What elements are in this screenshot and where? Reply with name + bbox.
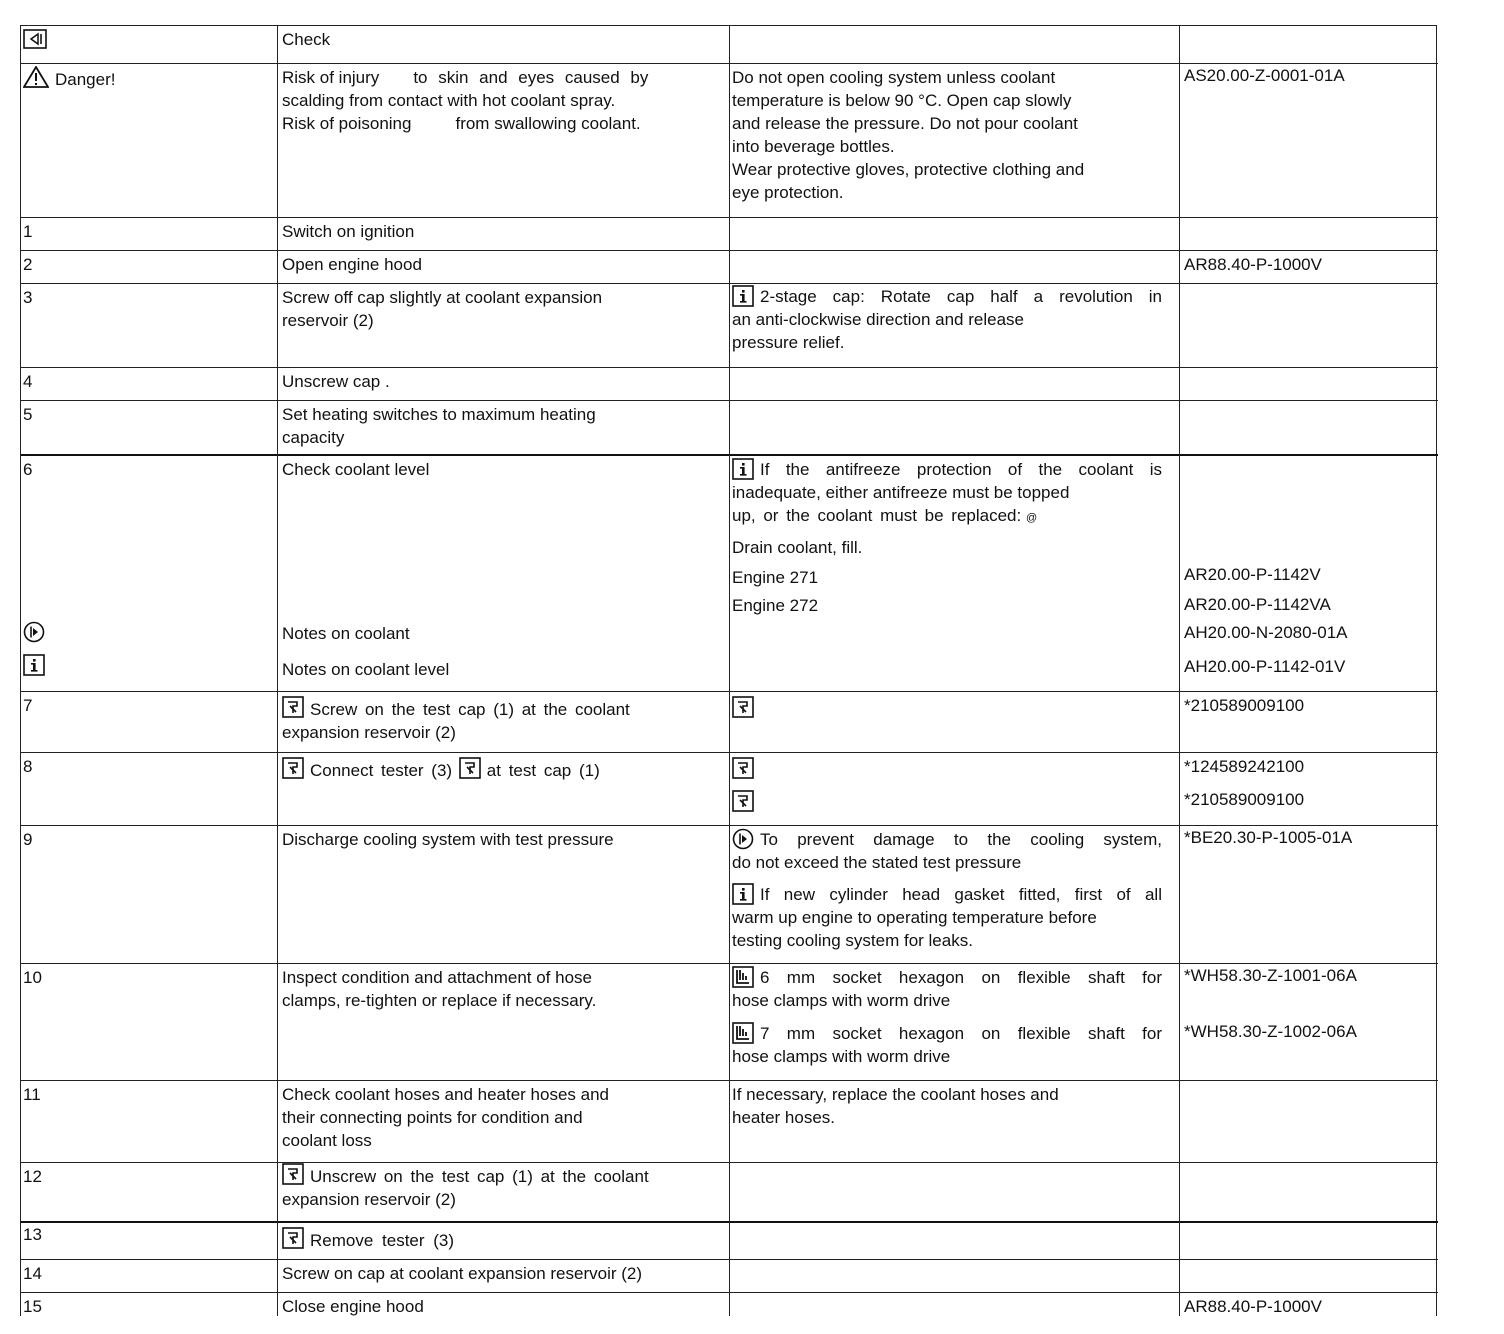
note-line: Wear protective gloves, protective clothing and — [732, 160, 1085, 179]
danger-label-group — [23, 66, 115, 91]
action-line: coolant loss — [282, 1131, 372, 1150]
action-text: at test cap (1) — [486, 761, 600, 780]
step-number: 15 — [23, 1297, 42, 1316]
info-icon[interactable] — [732, 458, 754, 481]
note-line: and release the pressure. Do not pour coolant — [732, 114, 1078, 133]
step-note — [732, 285, 1162, 354]
danger-risk — [282, 66, 648, 135]
risk-text: from swallowing coolant. — [455, 114, 641, 133]
link-icon[interactable]: @ — [1025, 512, 1038, 524]
engine-label: Engine 272 — [732, 596, 819, 615]
action-text: Remove tester (3) — [310, 1231, 455, 1250]
danger-label: Danger! — [55, 70, 116, 89]
step-action — [282, 1163, 649, 1211]
step-action: Check coolant level — [282, 460, 430, 479]
step-number: 4 — [23, 372, 33, 391]
step-action: Discharge cooling system with test pressure — [282, 830, 614, 849]
note-line: Do not open cooling system unless coolant — [732, 68, 1056, 87]
warning-icon — [23, 66, 49, 88]
note-line: hose clamps with worm drive — [732, 1047, 951, 1066]
step-number: 11 — [23, 1085, 41, 1104]
workshop-tool-icon[interactable] — [732, 1022, 754, 1045]
special-tool-icon[interactable] — [732, 757, 754, 785]
note-line: warm up engine to operating temperature before — [732, 908, 1097, 927]
step-number: 14 — [23, 1264, 42, 1283]
action-line: clamps, re-tighten or replace if necessary. — [282, 991, 597, 1010]
action-line: capacity — [282, 428, 345, 447]
special-tool-icon[interactable] — [282, 757, 304, 779]
step-number: 10 — [23, 968, 42, 987]
danger-notes — [732, 66, 1084, 204]
action-line: Unscrew on the test cap (1) at the coolant — [310, 1167, 649, 1186]
notes-coolant-link[interactable]: Notes on coolant — [282, 624, 410, 643]
tool-number-link[interactable]: *210589009100 — [1184, 790, 1305, 809]
info-icon[interactable] — [23, 654, 45, 682]
special-tool-icon[interactable] — [459, 757, 481, 779]
note-line: do not exceed the stated test pressure — [732, 853, 1022, 872]
step-action: Screw on cap at coolant expansion reservoir (2) — [282, 1264, 643, 1283]
note-line: If new cylinder head gasket fitted, first of all — [760, 885, 1162, 904]
note-line: heater hoses. — [732, 1108, 836, 1127]
tool-number-link[interactable]: *WH58.30-Z-1002-06A — [1184, 1022, 1357, 1041]
step-action — [282, 757, 600, 782]
step-action — [282, 403, 596, 449]
step-number: 8 — [23, 757, 33, 776]
note-line: inadequate, either antifreeze must be topped — [732, 483, 1070, 502]
note-line: To prevent damage to the cooling system, — [760, 830, 1162, 849]
note-line: hose clamps with worm drive — [732, 991, 951, 1010]
ref-link[interactable]: *BE20.30-P-1005-01A — [1184, 828, 1353, 847]
risk-text: Risk of injury — [282, 68, 380, 87]
ref-link[interactable]: AR88.40-P-1000V — [1184, 255, 1322, 274]
step-note — [732, 1083, 1059, 1129]
step-number: 7 — [23, 696, 33, 715]
special-tool-icon[interactable] — [282, 1163, 304, 1185]
drain-link[interactable]: Drain coolant, fill. — [732, 538, 863, 557]
step-action: Close engine hood — [282, 1297, 424, 1316]
special-tool-icon[interactable] — [732, 696, 754, 724]
tool-note — [732, 1022, 1162, 1068]
ref-link[interactable]: AR20.00-P-1142V — [1184, 565, 1321, 584]
step-action: Switch on ignition — [282, 222, 415, 241]
action-line: Screw on the test cap (1) at the coolant — [310, 700, 630, 719]
workshop-tool-icon[interactable] — [732, 966, 754, 989]
notes-arrow-icon[interactable] — [23, 621, 45, 649]
note-line: up, or the coolant must be replaced: — [732, 506, 1022, 525]
engine-label: Engine 271 — [732, 568, 819, 587]
notes-level-link[interactable]: Notes on coolant level — [282, 660, 450, 679]
ref-link[interactable]: AH20.00-N-2080-01A — [1184, 623, 1348, 642]
note-line: into beverage bottles. — [732, 137, 895, 156]
step-number: 12 — [23, 1167, 42, 1186]
tool-note — [732, 966, 1162, 1012]
column-divider — [1179, 26, 1180, 1316]
action-line: Set heating switches to maximum heating — [282, 405, 596, 424]
risk-text: Risk of poisoning — [282, 114, 412, 133]
note-line: 2-stage cap: Rotate cap half a revolution in — [760, 287, 1162, 306]
action-line: Inspect condition and attachment of hose — [282, 968, 592, 987]
step-number: 9 — [23, 830, 33, 849]
danger-ref-link[interactable]: AS20.00-Z-0001-01A — [1184, 66, 1345, 85]
action-line: their connecting points for condition and — [282, 1108, 583, 1127]
action-line: reservoir (2) — [282, 311, 374, 330]
note-line: temperature is below 90 °C. Open cap slowly — [732, 91, 1072, 110]
step-action — [282, 1227, 454, 1252]
special-tool-icon[interactable] — [732, 790, 754, 818]
step-action — [282, 696, 630, 744]
step-action — [282, 1083, 609, 1152]
step-number: 3 — [23, 288, 33, 307]
action-line: Screw off cap slightly at coolant expansion — [282, 288, 603, 307]
action-line: expansion reservoir (2) — [282, 723, 456, 742]
step-number: 2 — [23, 255, 33, 274]
action-text: Connect tester (3) — [310, 761, 453, 780]
step-note — [732, 883, 1162, 952]
ref-link[interactable]: AH20.00-P-1142-01V — [1184, 657, 1346, 676]
special-tool-icon[interactable] — [282, 696, 304, 718]
note-line: an anti-clockwise direction and release — [732, 310, 1024, 329]
column-divider — [277, 26, 278, 1316]
step-number: 13 — [23, 1225, 42, 1244]
risk-text: scalding from contact with hot coolant spray. — [282, 91, 616, 110]
step-note — [732, 828, 1162, 874]
risk-text: to skin and eyes caused by — [413, 68, 649, 87]
tool-number-link[interactable]: *124589242100 — [1184, 757, 1305, 776]
special-tool-icon[interactable] — [282, 1227, 304, 1249]
info-icon[interactable] — [732, 883, 754, 906]
note-line: 6 mm socket hexagon on flexible shaft for — [760, 968, 1162, 987]
note-line: testing cooling system for leaks. — [732, 931, 973, 950]
back-icon[interactable] — [23, 29, 47, 55]
ref-link[interactable]: AR88.40-P-1000V — [1184, 1297, 1322, 1316]
column-divider — [729, 26, 730, 1316]
notice-arrow-icon[interactable] — [732, 828, 754, 851]
note-line: eye protection. — [732, 183, 844, 202]
note-line: 7 mm socket hexagon on flexible shaft for — [760, 1024, 1162, 1043]
procedure-table — [20, 25, 1437, 1316]
tool-number-link[interactable]: *210589009100 — [1184, 696, 1305, 715]
ref-link[interactable]: AR20.00-P-1142VA — [1184, 595, 1331, 614]
step-action: Unscrew cap . — [282, 372, 390, 391]
action-line: expansion reservoir (2) — [282, 1190, 456, 1209]
step-number: 6 — [23, 460, 33, 479]
step-number: 5 — [23, 405, 33, 424]
info-icon[interactable] — [732, 285, 754, 308]
note-line: If necessary, replace the coolant hoses and — [732, 1085, 1059, 1104]
step-number: 1 — [23, 222, 33, 241]
step-action — [282, 286, 602, 332]
tool-number-link[interactable]: *WH58.30-Z-1001-06A — [1184, 966, 1357, 985]
step-action: Open engine hood — [282, 255, 422, 274]
header-action: Check — [282, 30, 331, 49]
step-note — [732, 458, 1162, 530]
note-line: If the antifreeze protection of the coolant is — [760, 460, 1162, 479]
step-action — [282, 966, 596, 1012]
action-line: Check coolant hoses and heater hoses and — [282, 1085, 610, 1104]
note-line: pressure relief. — [732, 333, 845, 352]
